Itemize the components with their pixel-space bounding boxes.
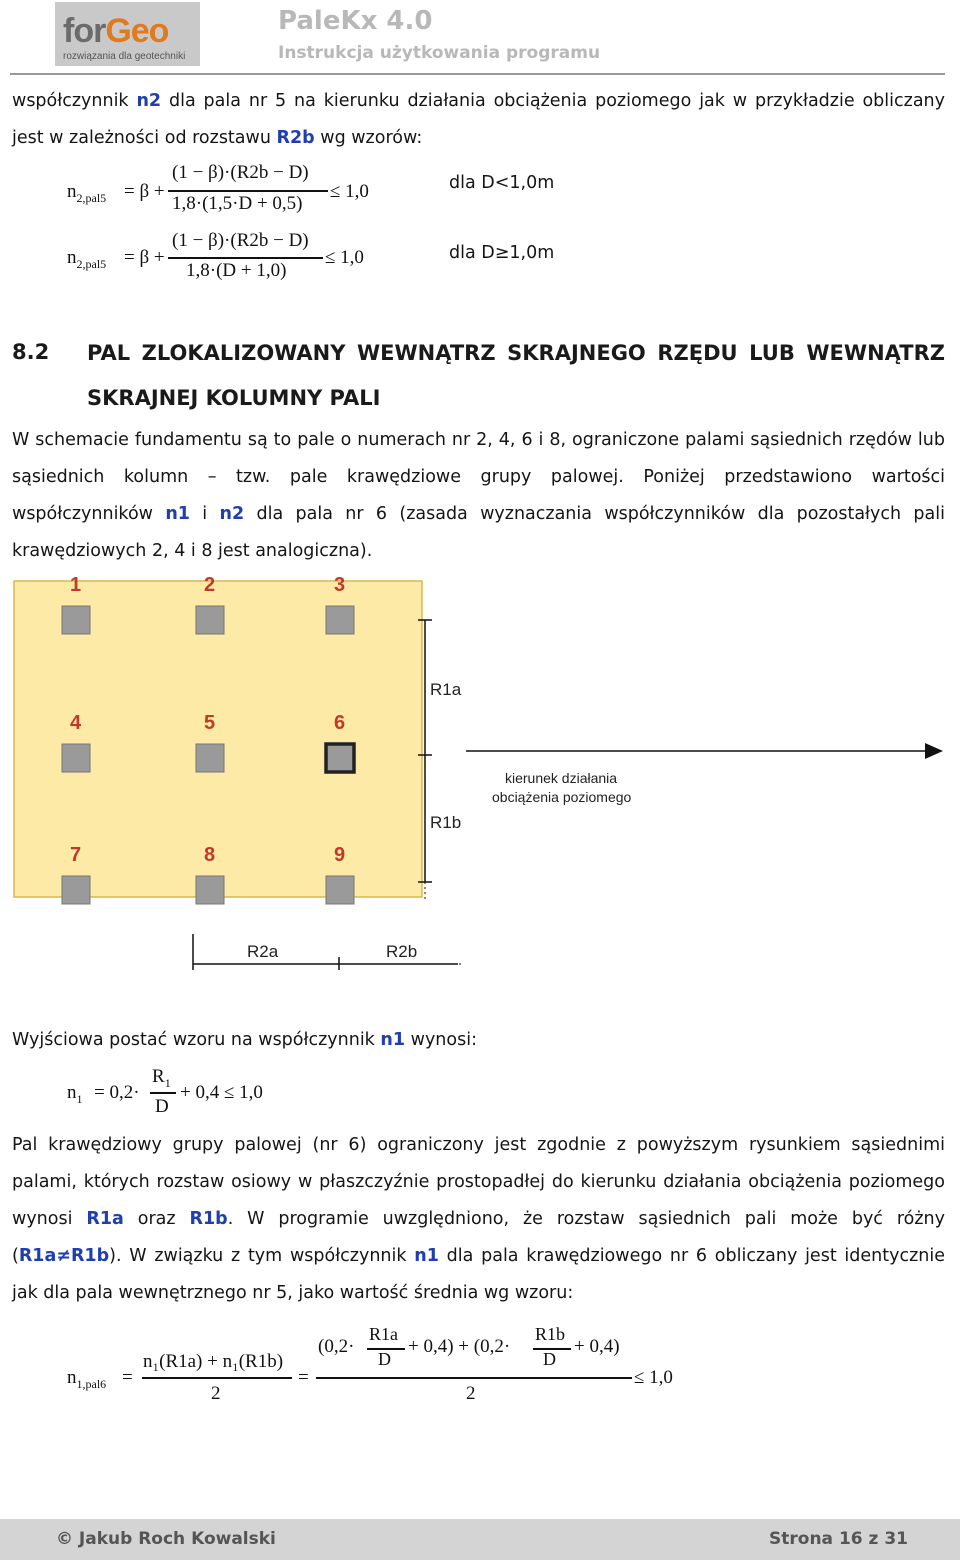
page-number: Strona 16 z 31 [769, 1529, 908, 1549]
pile-label: 8 [204, 844, 216, 866]
pile-square [62, 744, 90, 772]
document-subtitle: Instrukcja użytkowania programu [278, 43, 601, 63]
logo-wordmark: forGeo [63, 12, 169, 50]
pile-label: 3 [334, 574, 346, 596]
pile-square [62, 606, 90, 634]
dim-label-r2a: R2a [247, 942, 279, 961]
load-label-line-2: obciążenia poziomego [492, 789, 632, 805]
page-header [0, 0, 960, 80]
pile-group-diagram [0, 570, 960, 990]
pile-square [196, 744, 224, 772]
section-title: PAL ZLOKALIZOWANY WEWNĄTRZ SKRAJNEGO RZĘDU LUB WEWNĄTRZ SKRAJNEJ KOLUMNY PALI [87, 341, 945, 410]
averaging-paragraph: Pal krawędziowy grupy palowej (nr 6) ograniczony jest zgodnie z powyższym rysunkiem sąsiednimi palami, których rozstaw osiowy w płaszczyźnie prostopadłej do kierunku działania obciążenia poziomego wynosi R1a oraz R1b. W programie uwzględniono, że rozstaw sąsiednich pali może być różny (R1a≠R1b). W związku z tym współczynnik n1 dla pala krawędziowego nr 6 obliczany jest identycznie jak dla pala wewnętrznego nr 5, jako wartość średnia wg wzoru: [12, 1135, 945, 1303]
pile-label: 6 [334, 712, 346, 734]
pile-square [196, 606, 224, 634]
pile-label: 2 [204, 574, 216, 596]
pile-square [196, 876, 224, 904]
forgeo-logo [55, 2, 200, 66]
condition-label: dla D≥1,0m [449, 243, 555, 263]
dim-label-r2b: R2b [386, 942, 418, 961]
pile-square [326, 876, 354, 904]
author-credit: © Jakub Roch Kowalski [56, 1529, 276, 1549]
edge-piles-paragraph: W schemacie fundamentu są to pale o numerach nr 2, 4, 6 i 8, ograniczone palami sąsiednich rzędów lub sąsiednich kolumn – tzw. pale krawędziowe grupy palowej. Poniżej przedstawiono wartości współczynników n1 i n2 dla pala nr 6 (zasada wyznaczania współczynników dla pozostałych pali krawędziowych 2, 4 i 8 jest analogiczna). [12, 430, 945, 561]
logo-tagline: rozwiązania dla geotechniki [63, 51, 186, 62]
section-number: 8.2 [12, 340, 50, 364]
header-divider [10, 73, 945, 75]
dim-label-r1b: R1b [430, 813, 462, 832]
condition-label: dla D<1,0m [449, 173, 555, 193]
dim-label-r1a: R1a [430, 680, 462, 699]
pile-label: 9 [334, 844, 346, 866]
load-arrow-head [925, 743, 943, 759]
pile-label: 7 [70, 844, 82, 866]
pile-label: 1 [70, 574, 82, 596]
load-label-line-1: kierunek działania [505, 770, 618, 786]
pile-square [326, 606, 354, 634]
pile-square [62, 876, 90, 904]
document-title: PaleKx 4.0 [278, 6, 433, 36]
initial-formula-intro: Wyjściowa postać wzoru na współczynnik n1 wynosi: [12, 1030, 477, 1050]
pile-label: 4 [70, 712, 82, 734]
page-footer [0, 1519, 960, 1560]
pile-label: 5 [204, 712, 216, 734]
pile-square [326, 744, 354, 772]
intro-paragraph: współczynnik n2 dla pala nr 5 na kierunku działania obciążenia poziomego jak w przykładzie obliczany jest w zależności od rozstawu R2b wg wzorów: [12, 91, 945, 148]
